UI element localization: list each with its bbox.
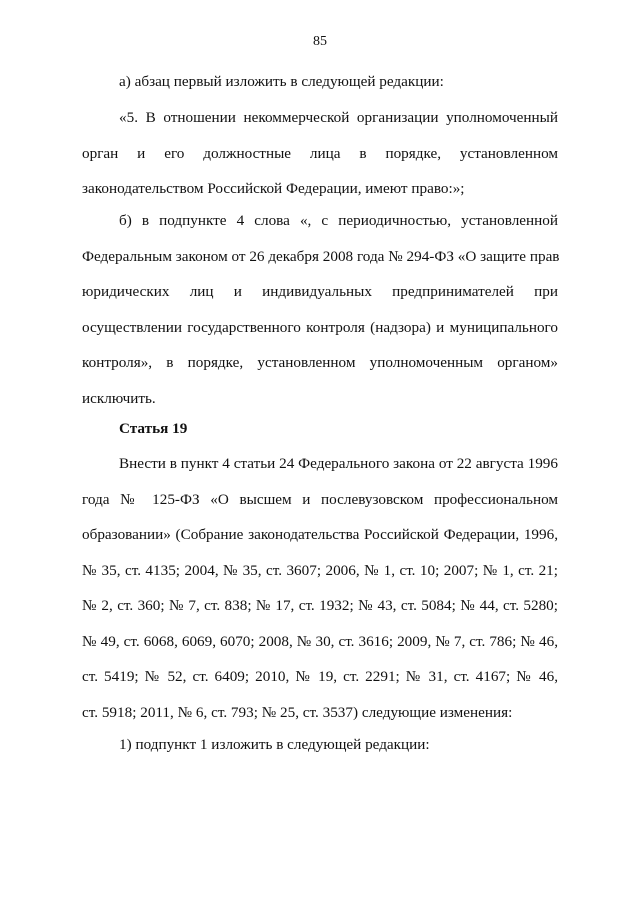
article-line-5: № 2, ст. 360; № 7, ст. 838; № 17, ст. 1932; № 43, ст. 5084; № 44, ст. 5280; [82, 597, 558, 614]
document-body [82, 64, 558, 100]
article-19-body [82, 446, 558, 730]
paragraph-b [82, 203, 558, 416]
article-line-8: ст. 5918; 2011, № 6, ст. 793; № 25, ст. 3537) следующие изменения: [82, 703, 513, 721]
paragraph-b-line-2: Федеральным законом от 26 декабря 2008 года № 294-ФЗ «О защите прав [82, 247, 560, 265]
article-line-2: года № 125-ФЗ «О высшем и послевузовском профессиональном [82, 490, 558, 508]
paragraph-b-line-4: осуществлении государственного контроля (надзора) и муниципального [82, 318, 558, 336]
article-line-4: № 35, ст. 4135; 2004, № 35, ст. 3607; 2006, № 1, ст. 10; 2007; № 1, ст. 21; [82, 561, 558, 579]
paragraph-b-line-3: юридических лиц и индивидуальных предпринимателей при [82, 283, 558, 300]
article-heading: Статья 19 [119, 420, 188, 437]
page-number: 85 [313, 34, 327, 49]
article-line-6: № 49, ст. 6068, 6069, 6070; 2008, № 30, ст. 3616; 2009, № 7, ст. 786; № 46, [82, 632, 558, 650]
quote-line-2: орган и его должностные лица в порядке, установленном [82, 144, 558, 162]
paragraph-b-line-5: контроля», в порядке, установленном уполномоченным органом» [82, 354, 558, 371]
article-line-1: Внести в пункт 4 статьи 24 Федерального закона от 22 августа 1996 [119, 455, 558, 472]
paragraph-b-line-6: исключить. [82, 389, 156, 407]
paragraph-a-line-1: а) абзац первый изложить в следующей редакции: [119, 73, 444, 90]
article-line-7: ст. 5419; № 52, ст. 6409; 2010, № 19, ст. 2291; № 31, ст. 4167; № 46, [82, 668, 558, 685]
article-line-3: образовании» (Собрание законодательства Российской Федерации, 1996, [82, 526, 558, 543]
quote-line-3: законодательством Российской Федерации, имеют право:»; [82, 180, 465, 197]
quote-line-1: «5. В отношении некоммерческой организации уполномоченный [119, 109, 558, 126]
article-heading-block [82, 411, 558, 447]
subitem-1-block [82, 727, 558, 763]
subitem-1-line: 1) подпункт 1 изложить в следующей редакции: [119, 736, 430, 753]
quoted-paragraph-5 [82, 100, 558, 207]
paragraph-b-line-1: б) в подпункте 4 слова «, с периодичностью, установленной [119, 212, 558, 229]
